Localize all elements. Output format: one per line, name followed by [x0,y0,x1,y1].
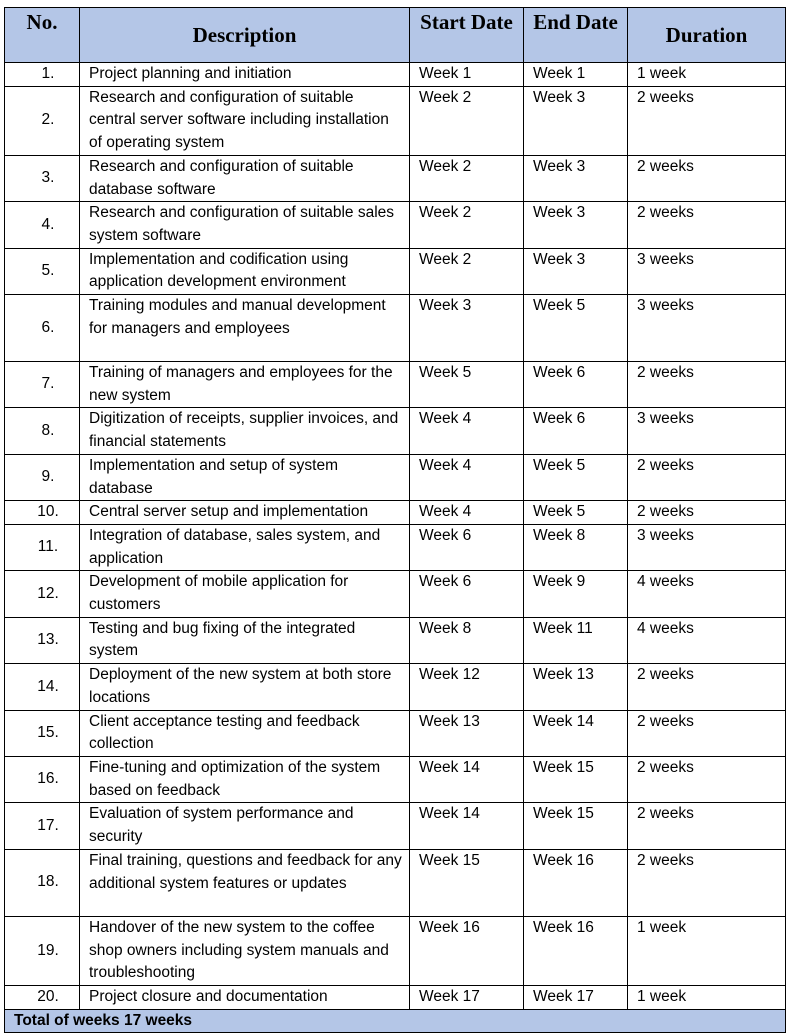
task-duration: 3 weeks [628,524,786,570]
task-start-date: Week 4 [410,454,524,500]
task-end-date: Week 3 [524,86,628,155]
task-number: 5. [5,248,80,294]
task-end-date: Week 15 [524,756,628,802]
task-duration: 2 weeks [628,86,786,155]
table-row [5,155,786,201]
task-duration: 2 weeks [628,849,786,916]
task-start-date: Week 2 [410,202,524,248]
task-number: 11. [5,524,80,570]
task-number: 9. [5,454,80,500]
task-description: Fine-tuning and optimization of the system based on feedback [80,756,410,802]
table-row [5,295,786,362]
task-description: Project closure and documentation [80,985,410,1009]
task-number: 8. [5,408,80,454]
task-duration: 2 weeks [628,202,786,248]
task-description: Central server setup and implementation [80,501,410,525]
task-description: Client acceptance testing and feedback collection [80,710,410,756]
task-duration: 4 weeks [628,571,786,617]
table-row [5,63,786,87]
task-end-date: Week 13 [524,664,628,710]
task-end-date: Week 6 [524,408,628,454]
task-duration: 2 weeks [628,454,786,500]
task-duration: 2 weeks [628,803,786,849]
table-row [5,248,786,294]
task-description: Evaluation of system performance and security [80,803,410,849]
table-row [5,617,786,663]
table-row [5,86,786,155]
table-row [5,454,786,500]
task-start-date: Week 14 [410,756,524,802]
task-start-date: Week 2 [410,248,524,294]
header-no: No. [5,8,80,63]
task-description: Final training, questions and feedback for any additional system features or updates [80,849,410,916]
task-duration: 4 weeks [628,617,786,663]
table-row [5,501,786,525]
table-row [5,916,786,985]
header-duration: Duration [628,8,786,63]
task-start-date: Week 4 [410,408,524,454]
task-end-date: Week 17 [524,985,628,1009]
task-duration: 1 week [628,985,786,1009]
header-description: Description [80,8,410,63]
task-description: Development of mobile application for customers [80,571,410,617]
task-duration: 1 week [628,63,786,87]
task-start-date: Week 15 [410,849,524,916]
task-duration: 2 weeks [628,756,786,802]
task-number: 13. [5,617,80,663]
task-end-date: Week 5 [524,295,628,362]
task-end-date: Week 3 [524,248,628,294]
task-number: 6. [5,295,80,362]
task-start-date: Week 17 [410,985,524,1009]
task-end-date: Week 11 [524,617,628,663]
task-start-date: Week 2 [410,155,524,201]
task-number: 1. [5,63,80,87]
task-description: Training modules and manual development for managers and employees [80,295,410,362]
task-description: Implementation and setup of system database [80,454,410,500]
task-description: Research and configuration of suitable central server software including installation of operating system [80,86,410,155]
table-row [5,524,786,570]
task-description: Digitization of receipts, supplier invoices, and financial statements [80,408,410,454]
task-end-date: Week 16 [524,849,628,916]
table-row [5,362,786,408]
task-end-date: Week 8 [524,524,628,570]
task-duration: 2 weeks [628,155,786,201]
task-end-date: Week 3 [524,202,628,248]
task-start-date: Week 1 [410,63,524,87]
task-end-date: Week 6 [524,362,628,408]
header-row [5,8,786,63]
table-row [5,664,786,710]
table-row [5,849,786,916]
task-end-date: Week 15 [524,803,628,849]
table-row [5,985,786,1009]
task-start-date: Week 6 [410,571,524,617]
task-number: 17. [5,803,80,849]
total-row [5,1009,786,1032]
task-number: 19. [5,916,80,985]
task-start-date: Week 8 [410,617,524,663]
task-duration: 2 weeks [628,501,786,525]
table-row [5,756,786,802]
task-number: 15. [5,710,80,756]
task-start-date: Week 5 [410,362,524,408]
task-number: 7. [5,362,80,408]
header-start-date: Start Date [410,8,524,63]
table-row [5,803,786,849]
task-end-date: Week 16 [524,916,628,985]
task-start-date: Week 13 [410,710,524,756]
task-start-date: Week 6 [410,524,524,570]
header-end-date: End Date [524,8,628,63]
task-duration: 2 weeks [628,664,786,710]
task-end-date: Week 9 [524,571,628,617]
table-row [5,571,786,617]
task-duration: 1 week [628,916,786,985]
task-description: Integration of database, sales system, and application [80,524,410,570]
task-end-date: Week 3 [524,155,628,201]
task-description: Project planning and initiation [80,63,410,87]
task-description: Deployment of the new system at both store locations [80,664,410,710]
task-end-date: Week 1 [524,63,628,87]
task-end-date: Week 14 [524,710,628,756]
task-start-date: Week 12 [410,664,524,710]
task-start-date: Week 16 [410,916,524,985]
task-duration: 2 weeks [628,710,786,756]
task-start-date: Week 4 [410,501,524,525]
task-duration: 3 weeks [628,295,786,362]
task-start-date: Week 3 [410,295,524,362]
task-duration: 3 weeks [628,248,786,294]
task-description: Handover of the new system to the coffee shop owners including system manuals and troubleshooting [80,916,410,985]
task-end-date: Week 5 [524,501,628,525]
task-description: Implementation and codification using application development environment [80,248,410,294]
task-description: Testing and bug fixing of the integrated system [80,617,410,663]
task-number: 2. [5,86,80,155]
task-number: 20. [5,985,80,1009]
task-number: 3. [5,155,80,201]
task-start-date: Week 2 [410,86,524,155]
task-number: 16. [5,756,80,802]
task-number: 14. [5,664,80,710]
task-description: Research and configuration of suitable sales system software [80,202,410,248]
table-row [5,710,786,756]
project-schedule-table [4,7,786,1033]
task-number: 4. [5,202,80,248]
total-weeks: Total of weeks 17 weeks [5,1009,786,1032]
table-row [5,408,786,454]
task-description: Training of managers and employees for the new system [80,362,410,408]
task-number: 10. [5,501,80,525]
task-description: Research and configuration of suitable database software [80,155,410,201]
task-start-date: Week 14 [410,803,524,849]
task-number: 12. [5,571,80,617]
task-duration: 3 weeks [628,408,786,454]
task-end-date: Week 5 [524,454,628,500]
table-row [5,202,786,248]
task-duration: 2 weeks [628,362,786,408]
task-number: 18. [5,849,80,916]
